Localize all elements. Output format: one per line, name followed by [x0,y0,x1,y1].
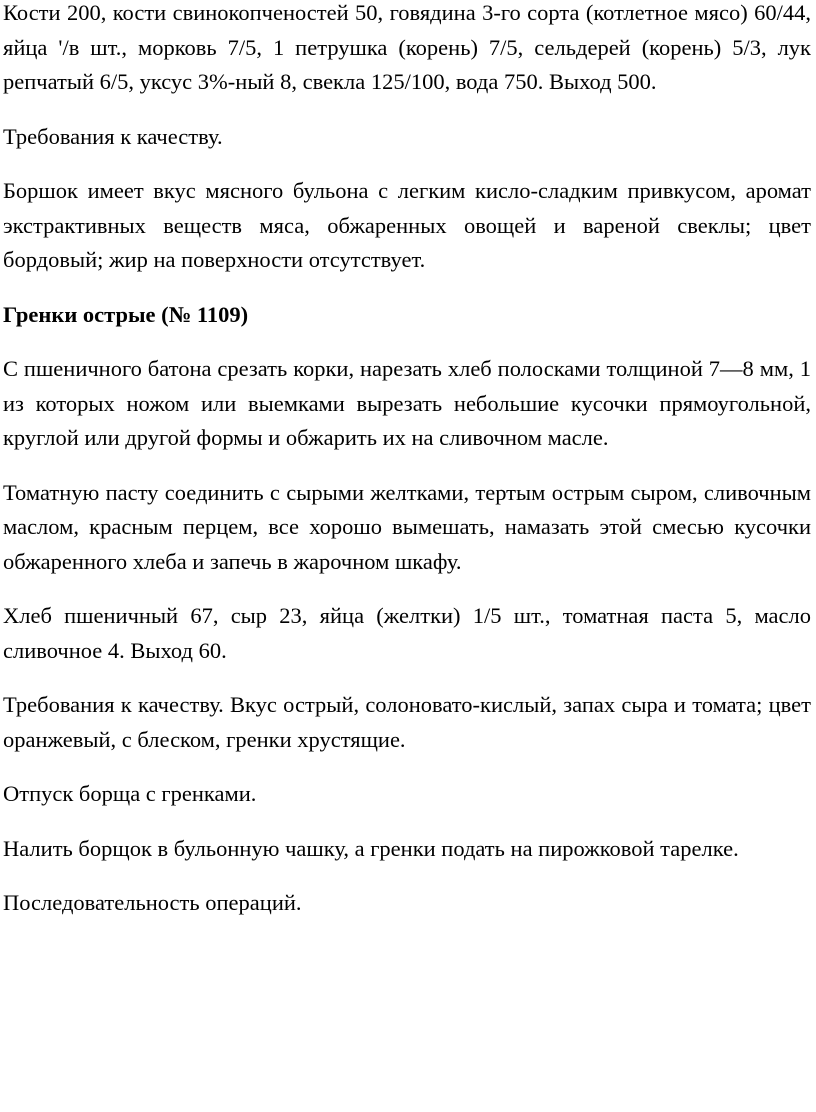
grenki-preparation-paragraph: С пшеничного батона срезать корки, нарезать хлеб полосками толщиной 7—8 мм, 1 из которых ножом или выемками вырезать небольшие кусочки прямоугольной, круглой или другой формы и обжарить их на сливочном масле. [3,356,811,450]
tomato-paste-paragraph: Томатную пасту соединить с сырыми желтками, тертым острым сыром, сливочным маслом, красным перцем, все хорошо вымешать, намазать этой смесью кусочки обжаренного хлеба и запечь в жарочном шкафу. [3,479,811,574]
grenki-ingredients-paragraph: Хлеб пшеничный 67, сыр 23, яйца (желтки) 1/5 шт., томатная паста 5, масло сливочное 4. Выход 60. [3,603,811,663]
ingredients-paragraph: Кости 200, кости свинокопченостей 50, говядина 3-го сорта (котлетное мясо) 60/44, яйца '/в шт., морковь 7/5, 1 петрушка (корень) 7/5, сельдерей (корень) 5/3, лук репчатый 6/5, уксус 3%-ный 8, свекла 125/100, вода 750. Выход 500. [3,0,811,94]
grenki-quality-paragraph: Требования к качеству. Вкус острый, солоновато-кислый, запах сыра и томата; цвет оранжевый, с блеском, гренки хрустящие. [3,692,811,752]
serving-heading: Отпуск борща с гренками. [3,781,257,806]
document-page [3,0,811,941]
borshok-description-paragraph: Боршок имеет вкус мясного бульона с легким кисло-сладким привкусом, аромат экстрактивных веществ мяса, обжаренных овощей и вареной свеклы; цвет бордовый; жир на поверхности отсутствует. [3,178,811,272]
operations-sequence-label: Последовательность операций. [3,890,302,915]
quality-requirements-label: Требования к качеству. [3,123,223,149]
section-heading-grenki: Гренки острые (№ 1109) [3,301,249,327]
serving-paragraph: Налить борщок в бульонную чашку, а гренки подать на пирожковой тарелке. [3,835,739,861]
